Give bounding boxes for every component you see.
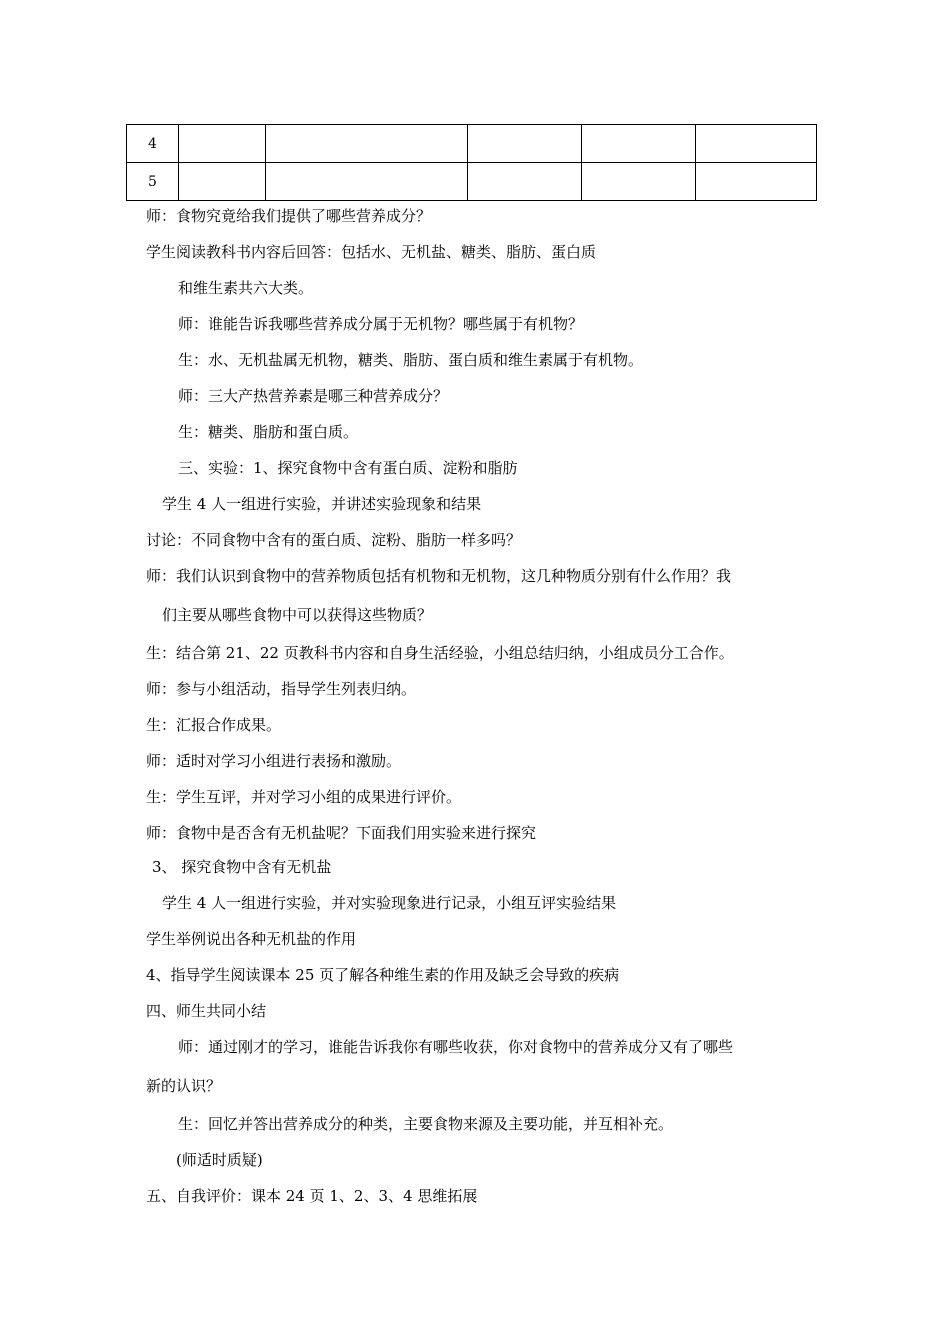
table-cell — [696, 125, 817, 163]
record-table — [126, 124, 817, 201]
text-line: 生：汇报合作成果。 — [146, 716, 282, 734]
text-line: 师：参与小组活动，指导学生列表归纳。 — [146, 680, 417, 698]
table-cell — [266, 125, 468, 163]
section-heading: 3、 探究食物中含有无机盐 — [152, 858, 332, 876]
table-cell — [179, 163, 266, 201]
text-line: 4、指导学生阅读课本 25 页了解各种维生素的作用及缺乏会导致的疾病 — [146, 966, 620, 984]
table-cell — [266, 163, 468, 201]
text-line: 师：谁能告诉我哪些营养成分属于无机物？哪些属于有机物？ — [178, 315, 584, 333]
text-line: 们主要从哪些食物中可以获得这些物质？ — [162, 606, 433, 624]
text-line: 师：食物究竟给我们提供了哪些营养成分？ — [146, 207, 432, 225]
text-line: 学生阅读教科书内容后回答：包括水、无机盐、糖类、脂肪、蛋白质 — [146, 243, 597, 261]
text-line: 学生 4 人一组进行实验，并讲述实验现象和结果 — [162, 495, 482, 513]
text-line: 生：糖类、脂肪和蛋白质。 — [178, 423, 359, 441]
text-line: (师适时质疑) — [176, 1151, 263, 1169]
text-line: 生：学生互评，并对学习小组的成果进行评价。 — [146, 788, 462, 806]
text-line: 生：结合第 21、22 页教科书内容和自身生活经验，小组总结归纳，小组成员分工合作。 — [146, 644, 734, 662]
text-line: 讨论：不同食物中含有的蛋白质、淀粉、脂肪一样多吗？ — [146, 531, 522, 549]
section-heading: 三、实验：1、探究食物中含有蛋白质、淀粉和脂肪 — [178, 459, 518, 477]
table-cell — [468, 125, 582, 163]
table-cell — [582, 163, 696, 201]
text-line: 师：食物中是否含有无机盐呢？下面我们用实验来进行探究 — [146, 824, 537, 842]
text-line: 新的认识？ — [146, 1077, 222, 1095]
section-heading: 五、自我评价：课本 24 页 1、2、3、4 思维拓展 — [146, 1187, 478, 1205]
table-cell — [582, 125, 696, 163]
table-cell — [696, 163, 817, 201]
text-line: 生：水、无机盐属无机物，糖类、脂肪、蛋白质和维生素属于有机物。 — [178, 351, 644, 369]
table-cell — [468, 163, 582, 201]
row-number: 4 — [127, 125, 179, 163]
text-line: 师：我们认识到食物中的营养物质包括有机物和无机物，这几种物质分别有什么作用？我 — [146, 567, 732, 585]
text-line: 学生举例说出各种无机盐的作用 — [146, 930, 357, 948]
text-line: 师：通过刚才的学习，谁能告诉我你有哪些收获，你对食物中的营养成分又有了哪些 — [178, 1038, 734, 1056]
row-number: 5 — [127, 163, 179, 201]
table-row — [127, 125, 817, 163]
text-line: 生：回忆并答出营养成分的种类，主要食物来源及主要功能，并互相补充。 — [178, 1115, 674, 1133]
table-cell — [179, 125, 266, 163]
table-row — [127, 163, 817, 201]
section-heading: 四、师生共同小结 — [146, 1002, 267, 1020]
text-line: 和维生素共六大类。 — [178, 279, 314, 297]
text-line: 师：三大产热营养素是哪三种营养成分？ — [178, 387, 449, 405]
text-line: 师：适时对学习小组进行表扬和激励。 — [146, 752, 402, 770]
text-line: 学生 4 人一组进行实验，并对实验现象进行记录，小组互评实验结果 — [162, 894, 617, 912]
